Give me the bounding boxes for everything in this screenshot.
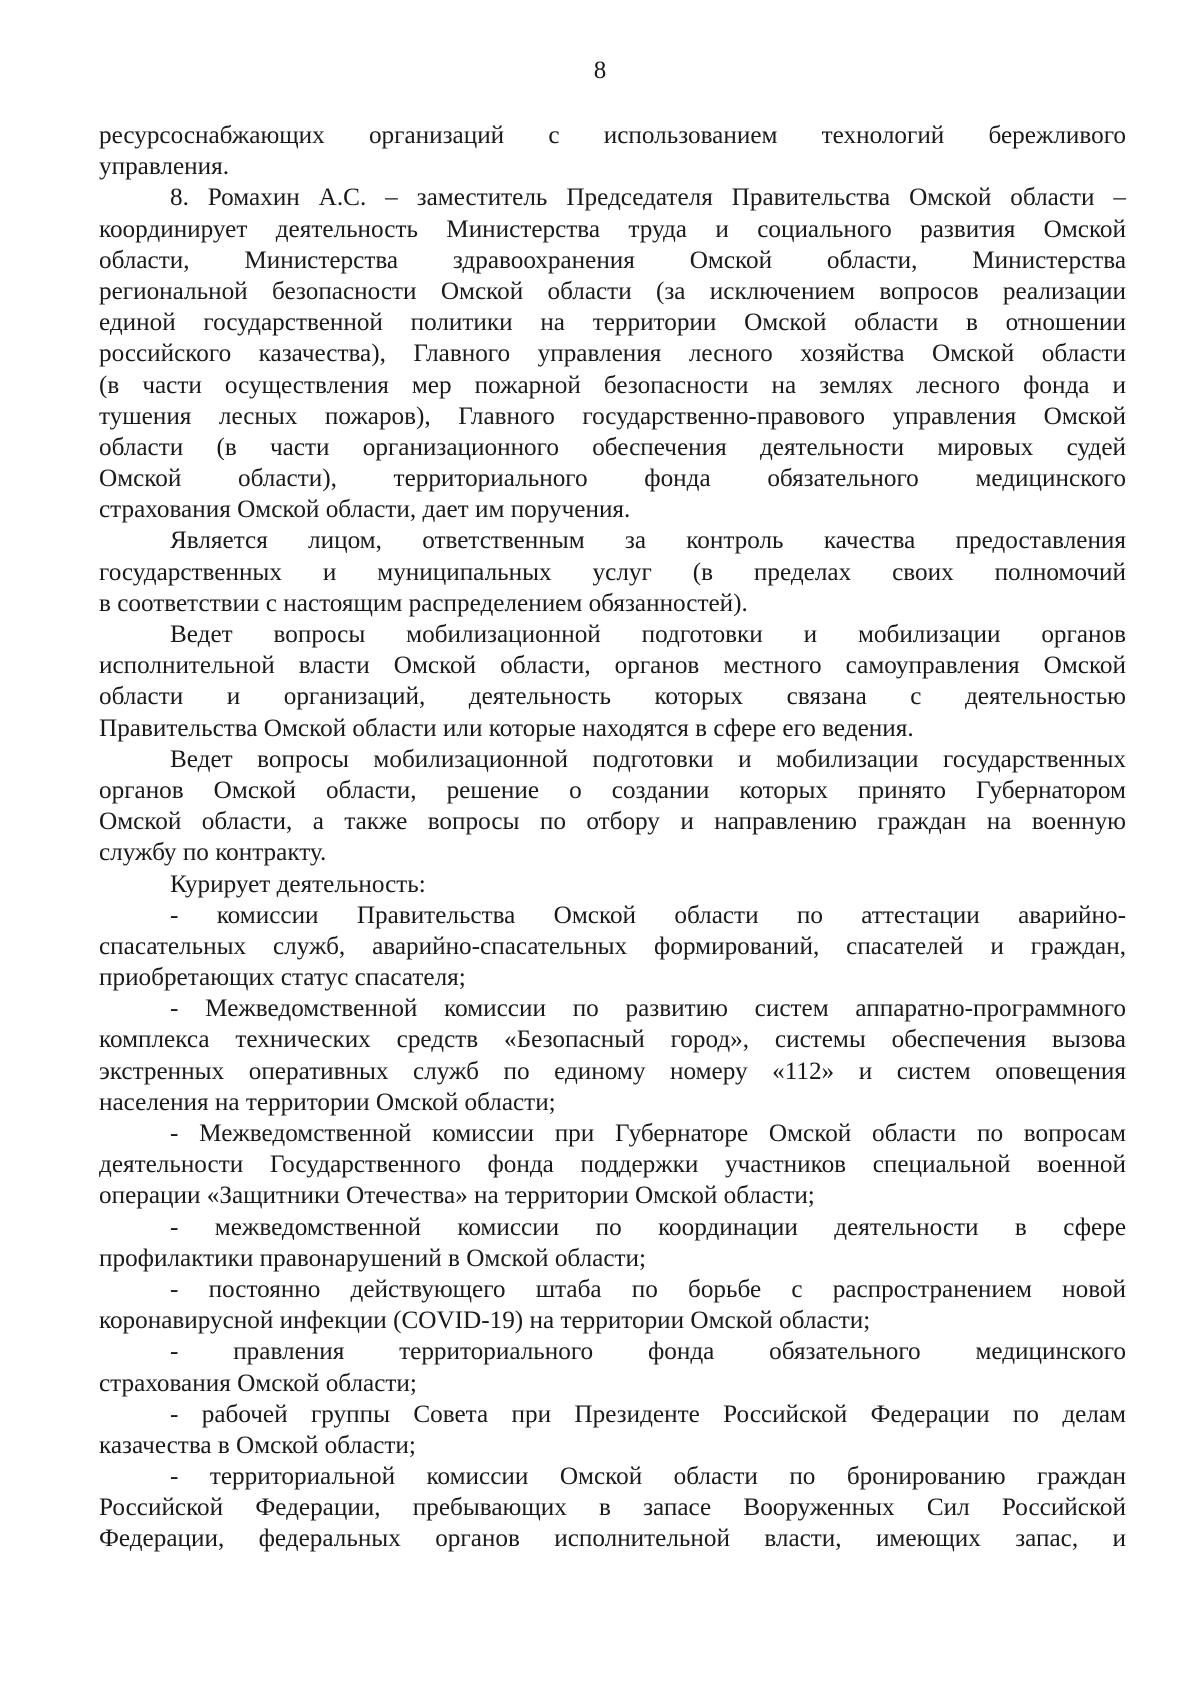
text-line: российского казачества), Главного управления лесного хозяйства Омской области [99,340,1126,368]
text-line: тушения лесных пожаров), Главного государственно-правового управления Омской [99,402,1126,430]
text-line: Федерации, федеральных органов исполнительной власти, имеющих запас, и [99,1525,1126,1553]
text-line: 8. Ромахин А.С. – заместитель Председателя Правительства Омской области – [170,184,1126,212]
text-line: государственных и муниципальных услуг (в пределах своих полномочий [99,558,1126,586]
text-line: спасательных служб, аварийно-спасательных формирований, спасателей и граждан, [99,932,1126,960]
text-line: Является лицом, ответственным за контроль качества предоставления [170,527,1126,555]
text-line: в соответствии с настоящим распределением обязанностей). [99,589,748,617]
text-line: службу по контракту. [99,839,327,867]
text-line: единой государственной политики на территории Омской области в отношении [99,309,1126,337]
text-line: - комиссии Правительства Омской области по аттестации аварийно- [170,901,1126,929]
text-line: области (в части организационного обеспечения деятельности мировых судей [99,433,1126,461]
text-line: Омской области), территориального фонда обязательного медицинского [99,465,1126,493]
text-line: Курирует деятельность: [170,870,426,898]
text-line: экстренных оперативных служб по единому номеру «112» и систем оповещения [99,1057,1126,1085]
text-line: коронавирусной инфекции (COVID-19) на территории Омской области; [99,1307,871,1335]
paragraph-responsible [99,525,1126,619]
text-line: приобретающих статус спасателя; [99,964,466,992]
text-line: - постоянно действующего штаба по борьбе с распространением новой [170,1275,1126,1303]
text-line: области, Министерства здравоохранения Омской области, Министерства [99,246,1126,274]
paragraph-mobilization-2 [99,744,1126,869]
paragraph-item-reservation [99,1461,1126,1555]
text-line: Правительства Омской области или которые находятся в сфере его ведения. [99,714,914,742]
text-line: комплекса технических средств «Безопасный город», системы обеспечения вызова [99,1026,1126,1054]
text-line: - Межведомственной комиссии по развитию систем аппаратно-программного [170,995,1126,1023]
paragraph-item-crime-prevention [99,1212,1126,1274]
paragraph-item-defenders [99,1118,1126,1212]
paragraph-item-insurance-board [99,1336,1126,1398]
paragraph-item-covid [99,1274,1126,1336]
text-line: - правления территориального фонда обязательного медицинского [170,1338,1126,1366]
text-line: исполнительной власти Омской области, органов местного самоуправления Омской [99,652,1126,680]
text-line: населения на территории Омской области; [99,1088,556,1116]
text-line: казачества в Омской области; [99,1431,416,1459]
page-number: 8 [593,57,607,84]
paragraph-item-cossacks [99,1399,1126,1461]
text-line: деятельности Государственного фонда поддержки участников специальной военной [99,1151,1126,1179]
text-line: страхования Омской области; [99,1369,417,1397]
text-line: координирует деятельность Министерства труда и социального развития Омской [99,215,1126,243]
text-line: (в части осуществления мер пожарной безопасности на землях лесного фонда и [99,371,1126,399]
text-line: региональной безопасности Омской области (за исключением вопросов реализации [99,277,1126,305]
text-line: Омской области, а также вопросы по отбору и направлению граждан на военную [99,808,1126,836]
text-line: органов Омской области, решение о создании которых принято Губернатором [99,776,1126,804]
paragraph-supervises [99,869,1126,900]
text-line: области и организаций, деятельность которых связана с деятельностью [99,683,1126,711]
document-body [99,120,1126,1555]
paragraph-item-safe-city [99,993,1126,1118]
text-line: профилактики правонарушений в Омской области; [99,1244,647,1272]
paragraph-item-attestation [99,900,1126,994]
text-line: Ведет вопросы мобилизационной подготовки и мобилизации государственных [170,745,1126,773]
text-line: Ведет вопросы мобилизационной подготовки и мобилизации органов [170,621,1126,648]
paragraph-resource [99,120,1126,182]
text-line: ресурсоснабжающих организаций с использованием технологий бережливого [99,122,1126,149]
text-line: управления. [99,153,229,181]
text-line: - Межведомственной комиссии при Губернаторе Омской области по вопросам [170,1120,1126,1147]
text-line: страхования Омской области, дает им поручения. [99,496,631,524]
text-line: - рабочей группы Совета при Президенте Российской Федерации по делам [170,1400,1126,1428]
text-line: - межведомственной комиссии по координации деятельности в сфере [170,1213,1126,1241]
paragraph-romakhin [99,182,1126,525]
text-line: Российской Федерации, пребывающих в запасе Вооруженных Сил Российской [99,1494,1126,1522]
text-line: - территориальной комиссии Омской области по бронированию граждан [170,1463,1126,1491]
text-line: операции «Защитники Отечества» на территории Омской области; [99,1182,815,1210]
paragraph-mobilization-1 [99,619,1126,744]
